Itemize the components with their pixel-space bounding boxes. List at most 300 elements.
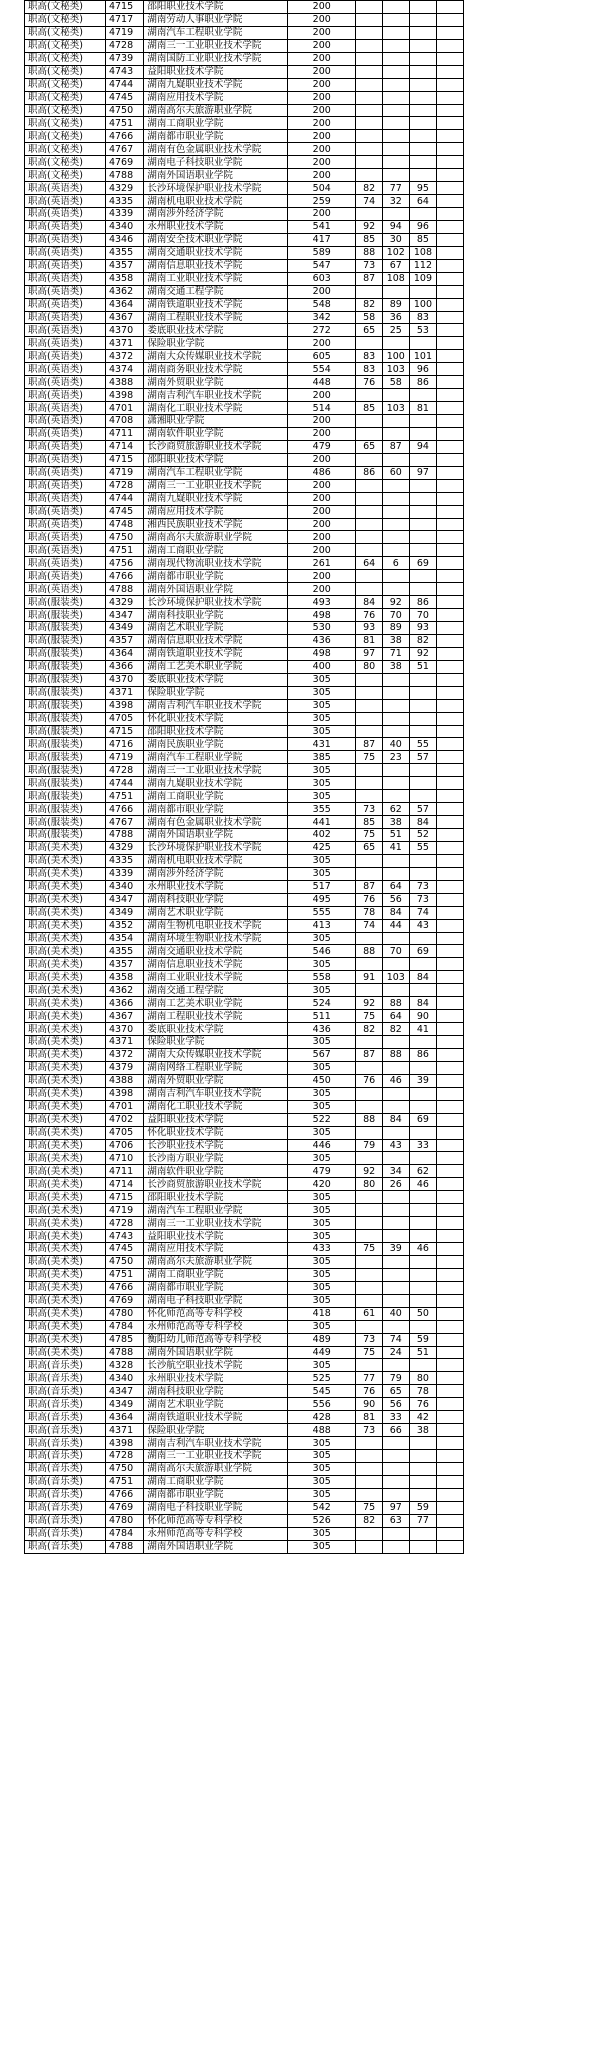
subject-score-3-cell: 93 xyxy=(409,622,437,635)
score-cell: 305 xyxy=(288,1191,356,1204)
extra-cell xyxy=(437,686,464,699)
category-cell: 职高(英语类) xyxy=(25,324,106,337)
subject-score-2-cell: 6 xyxy=(382,557,409,570)
category-cell: 职高(服装类) xyxy=(25,790,106,803)
score-cell: 555 xyxy=(288,906,356,919)
school-name-cell: 湖南生物机电职业技术学院 xyxy=(144,919,288,932)
score-cell: 200 xyxy=(288,130,356,143)
category-cell: 职高(美术类) xyxy=(25,932,106,945)
subject-score-2-cell xyxy=(382,1540,409,1553)
school-name-cell: 保险职业学院 xyxy=(144,686,288,699)
school-name-cell: 邵阳职业技术学院 xyxy=(144,453,288,466)
subject-score-1-cell xyxy=(356,104,383,117)
school-name-cell: 湖南民族职业学院 xyxy=(144,738,288,751)
table-row xyxy=(25,1191,464,1204)
subject-score-1-cell: 87 xyxy=(356,1048,383,1061)
table-row xyxy=(25,1320,464,1333)
subject-score-2-cell xyxy=(382,725,409,738)
subject-score-1-cell: 79 xyxy=(356,1139,383,1152)
subject-score-2-cell: 108 xyxy=(382,272,409,285)
score-cell: 449 xyxy=(288,1346,356,1359)
category-cell: 职高(音乐类) xyxy=(25,1424,106,1437)
table-body xyxy=(25,1,464,1554)
school-code-cell: 4329 xyxy=(105,182,143,195)
score-cell: 479 xyxy=(288,1165,356,1178)
subject-score-1-cell: 80 xyxy=(356,660,383,673)
extra-cell xyxy=(437,389,464,402)
extra-cell xyxy=(437,143,464,156)
table-row xyxy=(25,557,464,570)
extra-cell xyxy=(437,1100,464,1113)
subject-score-1-cell: 93 xyxy=(356,622,383,635)
subject-score-3-cell xyxy=(409,505,437,518)
score-cell: 525 xyxy=(288,1372,356,1385)
extra-cell xyxy=(437,854,464,867)
subject-score-2-cell xyxy=(382,531,409,544)
score-cell: 542 xyxy=(288,1501,356,1514)
school-name-cell: 永州职业技术学院 xyxy=(144,880,288,893)
school-name-cell: 长沙商贸旅游职业技术学院 xyxy=(144,440,288,453)
category-cell: 职高(英语类) xyxy=(25,285,106,298)
school-name-cell: 湖南三一工业职业技术学院 xyxy=(144,1217,288,1230)
category-cell: 职高(音乐类) xyxy=(25,1450,106,1463)
school-code-cell: 4728 xyxy=(105,764,143,777)
school-name-cell: 湖南外国语职业学院 xyxy=(144,1540,288,1553)
extra-cell xyxy=(437,1152,464,1165)
subject-score-3-cell: 46 xyxy=(409,1178,437,1191)
subject-score-1-cell: 81 xyxy=(356,1411,383,1424)
subject-score-2-cell: 46 xyxy=(382,1074,409,1087)
category-cell: 职高(英语类) xyxy=(25,311,106,324)
category-cell: 职高(英语类) xyxy=(25,220,106,233)
table-row xyxy=(25,893,464,906)
subject-score-1-cell: 90 xyxy=(356,1398,383,1411)
school-name-cell: 湖南电子科技职业学院 xyxy=(144,1294,288,1307)
subject-score-3-cell: 101 xyxy=(409,350,437,363)
subject-score-2-cell: 66 xyxy=(382,1424,409,1437)
school-code-cell: 4367 xyxy=(105,311,143,324)
subject-score-1-cell xyxy=(356,389,383,402)
table-row xyxy=(25,1165,464,1178)
subject-score-2-cell xyxy=(382,13,409,26)
score-cell: 413 xyxy=(288,919,356,932)
subject-score-1-cell xyxy=(356,492,383,505)
category-cell: 职高(服装类) xyxy=(25,660,106,673)
subject-score-2-cell xyxy=(382,1126,409,1139)
extra-cell xyxy=(437,971,464,984)
school-code-cell: 4745 xyxy=(105,1243,143,1256)
school-code-cell: 4367 xyxy=(105,1010,143,1023)
subject-score-1-cell: 76 xyxy=(356,893,383,906)
subject-score-3-cell xyxy=(409,1217,437,1230)
subject-score-2-cell xyxy=(382,117,409,130)
table-row xyxy=(25,350,464,363)
category-cell: 职高(美术类) xyxy=(25,1100,106,1113)
extra-cell xyxy=(437,583,464,596)
subject-score-1-cell: 78 xyxy=(356,906,383,919)
score-cell: 305 xyxy=(288,867,356,880)
subject-score-2-cell xyxy=(382,337,409,350)
extra-cell xyxy=(437,841,464,854)
school-name-cell: 怀化师范高等专科学校 xyxy=(144,1514,288,1527)
school-code-cell: 4339 xyxy=(105,208,143,221)
score-cell: 200 xyxy=(288,117,356,130)
extra-cell xyxy=(437,764,464,777)
category-cell: 职高(服装类) xyxy=(25,803,106,816)
score-cell: 603 xyxy=(288,272,356,285)
subject-score-2-cell xyxy=(382,867,409,880)
score-cell: 605 xyxy=(288,350,356,363)
subject-score-2-cell xyxy=(382,699,409,712)
school-code-cell: 4347 xyxy=(105,893,143,906)
subject-score-2-cell: 33 xyxy=(382,1411,409,1424)
extra-cell xyxy=(437,466,464,479)
table-row xyxy=(25,1359,464,1372)
subject-score-1-cell: 82 xyxy=(356,1023,383,1036)
table-row xyxy=(25,777,464,790)
table-row xyxy=(25,1048,464,1061)
subject-score-1-cell: 82 xyxy=(356,182,383,195)
category-cell: 职高(美术类) xyxy=(25,1061,106,1074)
school-code-cell: 4751 xyxy=(105,117,143,130)
extra-cell xyxy=(437,363,464,376)
score-cell: 417 xyxy=(288,233,356,246)
extra-cell xyxy=(437,906,464,919)
school-name-cell: 湖南应用技术学院 xyxy=(144,505,288,518)
score-cell: 305 xyxy=(288,1061,356,1074)
category-cell: 职高(美术类) xyxy=(25,1255,106,1268)
subject-score-2-cell xyxy=(382,673,409,686)
category-cell: 职高(英语类) xyxy=(25,570,106,583)
subject-score-3-cell xyxy=(409,65,437,78)
category-cell: 职高(服装类) xyxy=(25,829,106,842)
subject-score-3-cell xyxy=(409,686,437,699)
school-code-cell: 4767 xyxy=(105,143,143,156)
score-cell: 305 xyxy=(288,932,356,945)
subject-score-1-cell xyxy=(356,1320,383,1333)
category-cell: 职高(英语类) xyxy=(25,272,106,285)
category-cell: 职高(美术类) xyxy=(25,1281,106,1294)
category-cell: 职高(英语类) xyxy=(25,350,106,363)
score-cell: 526 xyxy=(288,1514,356,1527)
subject-score-3-cell xyxy=(409,39,437,52)
school-name-cell: 湖南有色金属职业技术学院 xyxy=(144,816,288,829)
table-row xyxy=(25,647,464,660)
category-cell: 职高(美术类) xyxy=(25,1204,106,1217)
table-row xyxy=(25,427,464,440)
subject-score-2-cell xyxy=(382,1191,409,1204)
score-cell: 479 xyxy=(288,440,356,453)
subject-score-2-cell xyxy=(382,1230,409,1243)
subject-score-2-cell xyxy=(382,52,409,65)
subject-score-2-cell xyxy=(382,78,409,91)
school-name-cell: 邵阳职业技术学院 xyxy=(144,725,288,738)
category-cell: 职高(美术类) xyxy=(25,1178,106,1191)
subject-score-1-cell: 87 xyxy=(356,738,383,751)
score-cell: 305 xyxy=(288,673,356,686)
subject-score-3-cell xyxy=(409,1,437,14)
score-cell: 495 xyxy=(288,893,356,906)
subject-score-2-cell: 67 xyxy=(382,259,409,272)
category-cell: 职高(音乐类) xyxy=(25,1501,106,1514)
school-name-cell: 保险职业学院 xyxy=(144,1424,288,1437)
subject-score-1-cell xyxy=(356,725,383,738)
category-cell: 职高(美术类) xyxy=(25,1320,106,1333)
school-code-cell: 4398 xyxy=(105,1087,143,1100)
score-cell: 554 xyxy=(288,363,356,376)
school-name-cell: 湖南劳动人事职业学院 xyxy=(144,13,288,26)
category-cell: 职高(英语类) xyxy=(25,376,106,389)
subject-score-3-cell: 84 xyxy=(409,971,437,984)
score-cell: 400 xyxy=(288,660,356,673)
table-row xyxy=(25,686,464,699)
school-code-cell: 4715 xyxy=(105,453,143,466)
subject-score-1-cell: 82 xyxy=(356,1514,383,1527)
school-code-cell: 4719 xyxy=(105,1204,143,1217)
extra-cell xyxy=(437,104,464,117)
table-row xyxy=(25,790,464,803)
extra-cell xyxy=(437,1230,464,1243)
school-name-cell: 湖南工商职业学院 xyxy=(144,544,288,557)
extra-cell xyxy=(437,1036,464,1049)
score-cell: 305 xyxy=(288,1359,356,1372)
score-cell: 200 xyxy=(288,65,356,78)
school-code-cell: 4719 xyxy=(105,466,143,479)
subject-score-2-cell xyxy=(382,143,409,156)
category-cell: 职高(英语类) xyxy=(25,246,106,259)
table-row xyxy=(25,634,464,647)
subject-score-3-cell xyxy=(409,777,437,790)
school-code-cell: 4739 xyxy=(105,52,143,65)
school-name-cell: 湖南吉利汽车职业技术学院 xyxy=(144,699,288,712)
subject-score-2-cell: 64 xyxy=(382,1010,409,1023)
subject-score-1-cell xyxy=(356,699,383,712)
subject-score-1-cell xyxy=(356,337,383,350)
school-code-cell: 4750 xyxy=(105,104,143,117)
subject-score-2-cell xyxy=(382,285,409,298)
subject-score-2-cell: 38 xyxy=(382,816,409,829)
extra-cell xyxy=(437,220,464,233)
subject-score-2-cell xyxy=(382,208,409,221)
subject-score-1-cell xyxy=(356,1,383,14)
subject-score-3-cell xyxy=(409,1462,437,1475)
extra-cell xyxy=(437,1204,464,1217)
score-cell: 305 xyxy=(288,1036,356,1049)
school-name-cell: 湖南涉外经济学院 xyxy=(144,208,288,221)
category-cell: 职高(服装类) xyxy=(25,647,106,660)
category-cell: 职高(英语类) xyxy=(25,492,106,505)
school-name-cell: 湖南外国语职业学院 xyxy=(144,829,288,842)
score-cell: 200 xyxy=(288,518,356,531)
school-name-cell: 湖南外国语职业学院 xyxy=(144,169,288,182)
table-row xyxy=(25,91,464,104)
table-row xyxy=(25,337,464,350)
category-cell: 职高(服装类) xyxy=(25,622,106,635)
category-cell: 职高(美术类) xyxy=(25,984,106,997)
table-row xyxy=(25,1437,464,1450)
category-cell: 职高(英语类) xyxy=(25,337,106,350)
extra-cell xyxy=(437,427,464,440)
table-row xyxy=(25,583,464,596)
school-code-cell: 4745 xyxy=(105,505,143,518)
table-row xyxy=(25,130,464,143)
table-row xyxy=(25,52,464,65)
extra-cell xyxy=(437,1281,464,1294)
score-cell: 448 xyxy=(288,376,356,389)
subject-score-2-cell xyxy=(382,686,409,699)
table-row xyxy=(25,1307,464,1320)
score-cell: 488 xyxy=(288,1424,356,1437)
school-code-cell: 4701 xyxy=(105,1100,143,1113)
subject-score-3-cell xyxy=(409,1087,437,1100)
subject-score-1-cell xyxy=(356,1268,383,1281)
subject-score-2-cell: 26 xyxy=(382,1178,409,1191)
table-row xyxy=(25,1217,464,1230)
score-cell: 450 xyxy=(288,1074,356,1087)
school-name-cell: 湖南九嶷职业技术学院 xyxy=(144,777,288,790)
table-row xyxy=(25,854,464,867)
school-code-cell: 4328 xyxy=(105,1359,143,1372)
school-name-cell: 湖南三一工业职业技术学院 xyxy=(144,479,288,492)
subject-score-3-cell xyxy=(409,1488,437,1501)
subject-score-2-cell: 103 xyxy=(382,971,409,984)
table-row xyxy=(25,492,464,505)
school-name-cell: 湖南高尔夫旅游职业学院 xyxy=(144,1462,288,1475)
table-row xyxy=(25,324,464,337)
subject-score-1-cell xyxy=(356,208,383,221)
score-cell: 589 xyxy=(288,246,356,259)
subject-score-1-cell: 86 xyxy=(356,466,383,479)
extra-cell xyxy=(437,117,464,130)
extra-cell xyxy=(437,52,464,65)
school-name-cell: 湖南高尔夫旅游职业学院 xyxy=(144,1255,288,1268)
school-code-cell: 4349 xyxy=(105,1398,143,1411)
score-cell: 200 xyxy=(288,52,356,65)
subject-score-3-cell xyxy=(409,389,437,402)
subject-score-3-cell xyxy=(409,544,437,557)
subject-score-3-cell: 77 xyxy=(409,1514,437,1527)
extra-cell xyxy=(437,609,464,622)
subject-score-2-cell: 58 xyxy=(382,376,409,389)
subject-score-3-cell xyxy=(409,984,437,997)
category-cell: 职高(英语类) xyxy=(25,363,106,376)
school-name-cell: 湖南有色金属职业技术学院 xyxy=(144,143,288,156)
subject-score-2-cell xyxy=(382,1359,409,1372)
category-cell: 职高(美术类) xyxy=(25,1048,106,1061)
score-cell: 200 xyxy=(288,505,356,518)
subject-score-3-cell: 42 xyxy=(409,1411,437,1424)
subject-score-1-cell xyxy=(356,285,383,298)
extra-cell xyxy=(437,712,464,725)
subject-score-3-cell xyxy=(409,285,437,298)
table-row xyxy=(25,1126,464,1139)
school-name-cell: 湖南外贸职业学院 xyxy=(144,376,288,389)
category-cell: 职高(文秘类) xyxy=(25,143,106,156)
category-cell: 职高(美术类) xyxy=(25,1191,106,1204)
school-code-cell: 4766 xyxy=(105,1488,143,1501)
table-row xyxy=(25,1385,464,1398)
score-cell: 305 xyxy=(288,1450,356,1463)
score-cell: 200 xyxy=(288,544,356,557)
subject-score-3-cell: 33 xyxy=(409,1139,437,1152)
subject-score-3-cell: 86 xyxy=(409,376,437,389)
category-cell: 职高(美术类) xyxy=(25,1113,106,1126)
score-cell: 200 xyxy=(288,1,356,14)
school-name-cell: 潇湘职业学院 xyxy=(144,415,288,428)
school-code-cell: 4346 xyxy=(105,233,143,246)
school-name-cell: 湖南科技职业学院 xyxy=(144,609,288,622)
school-name-cell: 长沙航空职业技术学院 xyxy=(144,1359,288,1372)
table-row xyxy=(25,1061,464,1074)
school-code-cell: 4335 xyxy=(105,195,143,208)
extra-cell xyxy=(437,130,464,143)
category-cell: 职高(英语类) xyxy=(25,440,106,453)
school-code-cell: 4719 xyxy=(105,26,143,39)
extra-cell xyxy=(437,777,464,790)
category-cell: 职高(音乐类) xyxy=(25,1385,106,1398)
extra-cell xyxy=(437,78,464,91)
school-code-cell: 4705 xyxy=(105,1126,143,1139)
score-cell: 305 xyxy=(288,1126,356,1139)
subject-score-2-cell: 103 xyxy=(382,363,409,376)
subject-score-3-cell xyxy=(409,52,437,65)
subject-score-3-cell xyxy=(409,1255,437,1268)
category-cell: 职高(英语类) xyxy=(25,518,106,531)
extra-cell xyxy=(437,479,464,492)
school-name-cell: 湖南外贸职业学院 xyxy=(144,1074,288,1087)
subject-score-2-cell: 43 xyxy=(382,1139,409,1152)
score-cell: 200 xyxy=(288,415,356,428)
subject-score-3-cell: 46 xyxy=(409,1243,437,1256)
subject-score-2-cell xyxy=(382,544,409,557)
extra-cell xyxy=(437,1488,464,1501)
school-name-cell: 湖南都市职业学院 xyxy=(144,803,288,816)
subject-score-2-cell: 40 xyxy=(382,738,409,751)
table-row xyxy=(25,156,464,169)
subject-score-2-cell: 79 xyxy=(382,1372,409,1385)
subject-score-1-cell: 83 xyxy=(356,350,383,363)
school-code-cell: 4769 xyxy=(105,156,143,169)
score-cell: 200 xyxy=(288,583,356,596)
subject-score-2-cell: 60 xyxy=(382,466,409,479)
category-cell: 职高(英语类) xyxy=(25,402,106,415)
subject-score-1-cell xyxy=(356,583,383,596)
subject-score-2-cell xyxy=(382,583,409,596)
table-row xyxy=(25,880,464,893)
category-cell: 职高(音乐类) xyxy=(25,1488,106,1501)
extra-cell xyxy=(437,634,464,647)
category-cell: 职高(英语类) xyxy=(25,415,106,428)
table-row xyxy=(25,829,464,842)
extra-cell xyxy=(437,337,464,350)
subject-score-3-cell: 80 xyxy=(409,1372,437,1385)
table-row xyxy=(25,1152,464,1165)
school-code-cell: 4370 xyxy=(105,673,143,686)
category-cell: 职高(美术类) xyxy=(25,1010,106,1023)
school-code-cell: 4357 xyxy=(105,259,143,272)
subject-score-1-cell xyxy=(356,26,383,39)
subject-score-1-cell xyxy=(356,1294,383,1307)
table-row xyxy=(25,440,464,453)
school-code-cell: 4784 xyxy=(105,1320,143,1333)
school-code-cell: 4362 xyxy=(105,984,143,997)
school-code-cell: 4750 xyxy=(105,1462,143,1475)
table-row xyxy=(25,311,464,324)
school-name-cell: 湖南涉外经济学院 xyxy=(144,867,288,880)
category-cell: 职高(服装类) xyxy=(25,764,106,777)
school-name-cell: 娄底职业技术学院 xyxy=(144,1023,288,1036)
subject-score-2-cell xyxy=(382,169,409,182)
